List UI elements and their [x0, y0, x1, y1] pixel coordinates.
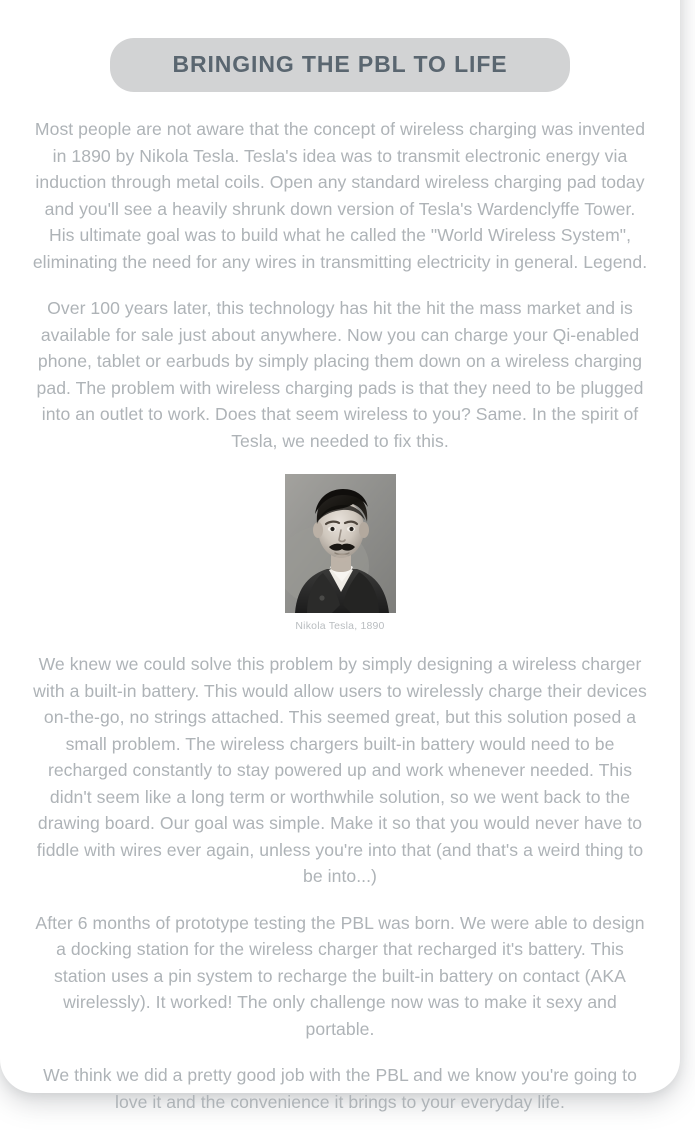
paragraph-intro: Most people are not aware that the concept of wireless charging was invented in 1890 by Nikola Tesla. Tesla's idea was to transmit electronic energy via induction through metal coils. Open any standard wireless charging pad today and you'll see a heavily shrunk down version of Tesla's Wardenclyffe Tower. His ultimate goal was to build what he called the "World Wireless System", eliminating the need for any wires in transmitting electricity in general. Legend.	[32, 119, 648, 272]
figure-caption: Nikola Tesla, 1890	[295, 620, 385, 633]
heading-container	[18, 0, 662, 92]
article-body	[18, 116, 662, 1115]
paragraph-docking-station: After 6 months of prototype testing the PBL was born. We were able to design a docking station for the wireless charger that recharged it's battery. This station uses a pin system to recharge the built-in battery on contact (AKA wirelessly). It worked! The only challenge now was to make it sexy and portable.	[35, 912, 645, 1039]
paragraph-mass-market: Over 100 years later, this technology has hit the hit the mass market and is available for sale just about anywhere. Now you can charge your Qi-enabled phone, tablet or earbuds by simply placing them down on a wireless charging pad. The problem with wireless charging pads is that they need to be plugged into an outlet to work. Does that seem wireless to you? Same. In the spirit of Tesla, we needed to fix this.	[36, 298, 644, 451]
tesla-portrait-image	[285, 474, 396, 613]
paragraph-built-in-battery: We knew we could solve this problem by simply designing a wireless charger with a built-in battery. This would allow users to wirelessly charge their devices on-the-go, no strings attached. This seemed great, but this solution posed a small problem. The wireless chargers built-in battery would need to be recharged constantly to stay powered up and work whenever needed. This didn't seem like a long term or worthwhile solution, so we went back to the drawing board. Our goal was simple. Make it so that you would never have to fiddle with wires ever again, unless you're into that (and that's a weird thing to be into...)	[33, 654, 647, 887]
tesla-figure	[32, 474, 648, 632]
page-title: BRINGING THE PBL TO LIFE	[172, 51, 508, 77]
paragraph-closing: We think we did a pretty good job with the PBL and we know you're going to love it and the convenience it brings to your everyday life.	[43, 1065, 637, 1112]
section-heading-badge	[110, 38, 570, 92]
